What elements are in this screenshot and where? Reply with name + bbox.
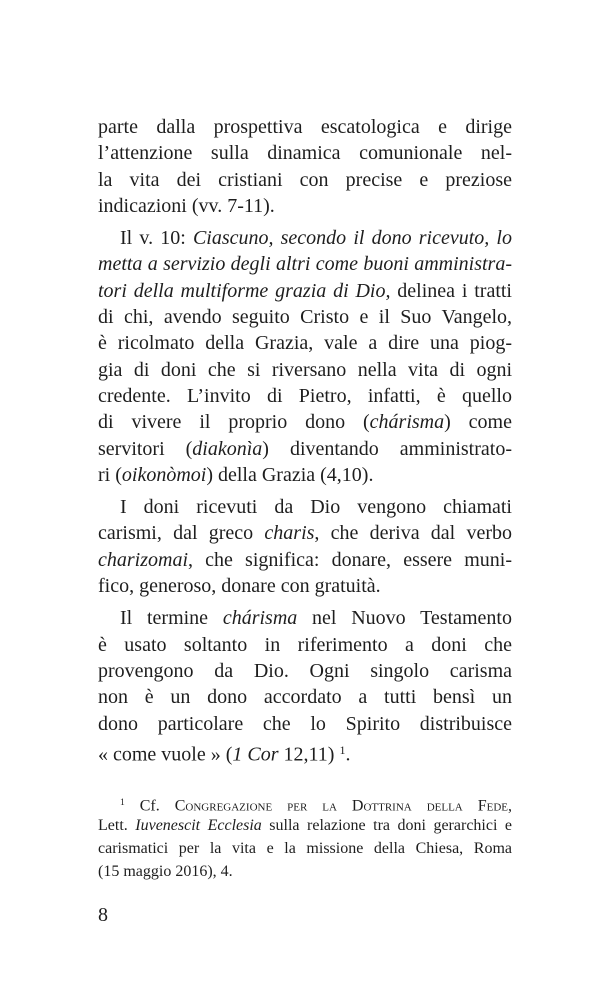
text-line xyxy=(98,573,512,599)
text-segment: 12,11) xyxy=(278,743,340,766)
body-text xyxy=(98,114,512,769)
page-number: 8 xyxy=(98,904,108,926)
text-line xyxy=(98,383,512,409)
text-segment: la vita dei cristiani con precise e preziose xyxy=(98,168,512,191)
italic-text: charis xyxy=(264,522,315,545)
text-segment: (15 maggio 2016), 4. xyxy=(98,863,233,880)
italic-text: oikonòmoi xyxy=(121,463,207,486)
text-segment: Congregazione per la Dottrina della Fede, xyxy=(174,797,512,815)
text-line xyxy=(98,814,512,837)
text-line xyxy=(98,605,512,631)
text-line xyxy=(98,860,512,883)
text-line xyxy=(98,193,512,219)
italic-text: 1 Cor xyxy=(232,743,279,766)
text-line xyxy=(98,167,512,193)
text-segment: parte dalla prospettiva escatologica e dirige xyxy=(98,116,512,138)
text-segment: ) diventando amministrato- xyxy=(262,437,512,460)
text-segment: , che deriva dal verbo xyxy=(314,522,513,545)
text-segment: di vivere il proprio dono ( xyxy=(98,411,370,434)
text-segment: indicazioni (vv. 7-11). xyxy=(98,194,275,217)
text-line xyxy=(98,278,512,304)
footnote-marker: 1 xyxy=(120,797,125,808)
text-line xyxy=(98,520,512,546)
text-segment: carismatici per la vita e la missione della Chiesa, Roma xyxy=(98,840,512,857)
text-segment: l’attenzione sulla dinamica comunionale nel- xyxy=(98,142,512,165)
text-line xyxy=(98,409,512,435)
italic-text: tori della multiforme grazia di Dio, xyxy=(98,279,391,302)
text-segment: ) della Grazia (4,10). xyxy=(206,463,374,486)
text-line xyxy=(98,737,512,766)
text-segment: non è un dono accordato a tutti bensì un xyxy=(98,686,512,709)
text-line xyxy=(98,114,512,140)
italic-text: metta a servizio degli altri come buoni amministra- xyxy=(98,253,512,276)
text-line xyxy=(98,251,512,277)
text-line xyxy=(98,711,512,737)
text-segment: credente. L’invito di Pietro, infatti, è quello xyxy=(98,384,512,407)
text-segment: ) come xyxy=(444,411,512,434)
text-line xyxy=(98,357,512,383)
paragraph xyxy=(98,114,512,219)
text-segment: carismi, dal greco xyxy=(98,522,265,545)
text-segment: ri ( xyxy=(98,463,122,486)
text-segment: è usato soltanto in riferimento a doni che xyxy=(98,633,512,656)
text-segment: delinea i tratti xyxy=(390,279,512,302)
text-segment: di chi, avendo seguito Cristo e il Suo Vangelo, xyxy=(98,306,512,329)
text-segment: provengono da Dio. Ogni singolo carisma xyxy=(98,659,512,682)
footnote-marker: 1 xyxy=(339,742,346,757)
text-segment: dono particolare che lo Spirito distribuisce xyxy=(98,712,512,735)
text-segment: sulla relazione tra doni gerarchici e xyxy=(261,817,513,834)
text-line xyxy=(98,140,512,166)
paragraph xyxy=(98,494,512,599)
text-segment: I doni ricevuti da Dio vengono chiamati xyxy=(120,496,512,519)
italic-text: charizomai xyxy=(98,548,188,571)
text-segment: è ricolmato della Grazia, vale a dire una piog- xyxy=(98,332,512,355)
italic-text: chárisma xyxy=(369,411,445,434)
text-segment: gia di doni che si riversano nella vita di ogni xyxy=(98,358,512,381)
text-line xyxy=(98,684,512,710)
text-segment: Il v. 10: xyxy=(120,227,193,250)
text-line xyxy=(98,330,512,356)
text-segment: servitori ( xyxy=(98,437,193,460)
paragraph xyxy=(98,225,512,488)
text-line xyxy=(98,658,512,684)
text-line xyxy=(98,462,512,488)
text-segment: , che significa: donare, essere muni- xyxy=(188,548,512,571)
text-segment: Il termine xyxy=(120,607,223,630)
text-segment: Cf. xyxy=(124,797,175,815)
text-line xyxy=(98,632,512,658)
italic-text: diakonìa xyxy=(192,437,263,460)
text-segment: Lett. xyxy=(98,817,136,834)
text-line xyxy=(98,304,512,330)
italic-text: Ciascuno, secondo il dono ricevuto, lo xyxy=(192,227,512,250)
text-segment: nel Nuovo Testamento xyxy=(297,607,512,630)
text-line xyxy=(98,837,512,860)
italic-text: Iuvenescit Ecclesia xyxy=(135,817,262,834)
text-line xyxy=(98,547,512,573)
italic-text: chárisma xyxy=(222,607,298,630)
text-line xyxy=(98,225,512,251)
paragraph xyxy=(98,605,512,766)
text-line xyxy=(98,494,512,520)
text-segment: « come vuole » ( xyxy=(98,743,233,766)
footnote xyxy=(98,791,512,883)
text-line xyxy=(98,791,512,814)
text-segment: fico, generoso, donare con gratuità. xyxy=(98,575,381,598)
text-line xyxy=(98,436,512,462)
text-segment: . xyxy=(345,743,351,766)
